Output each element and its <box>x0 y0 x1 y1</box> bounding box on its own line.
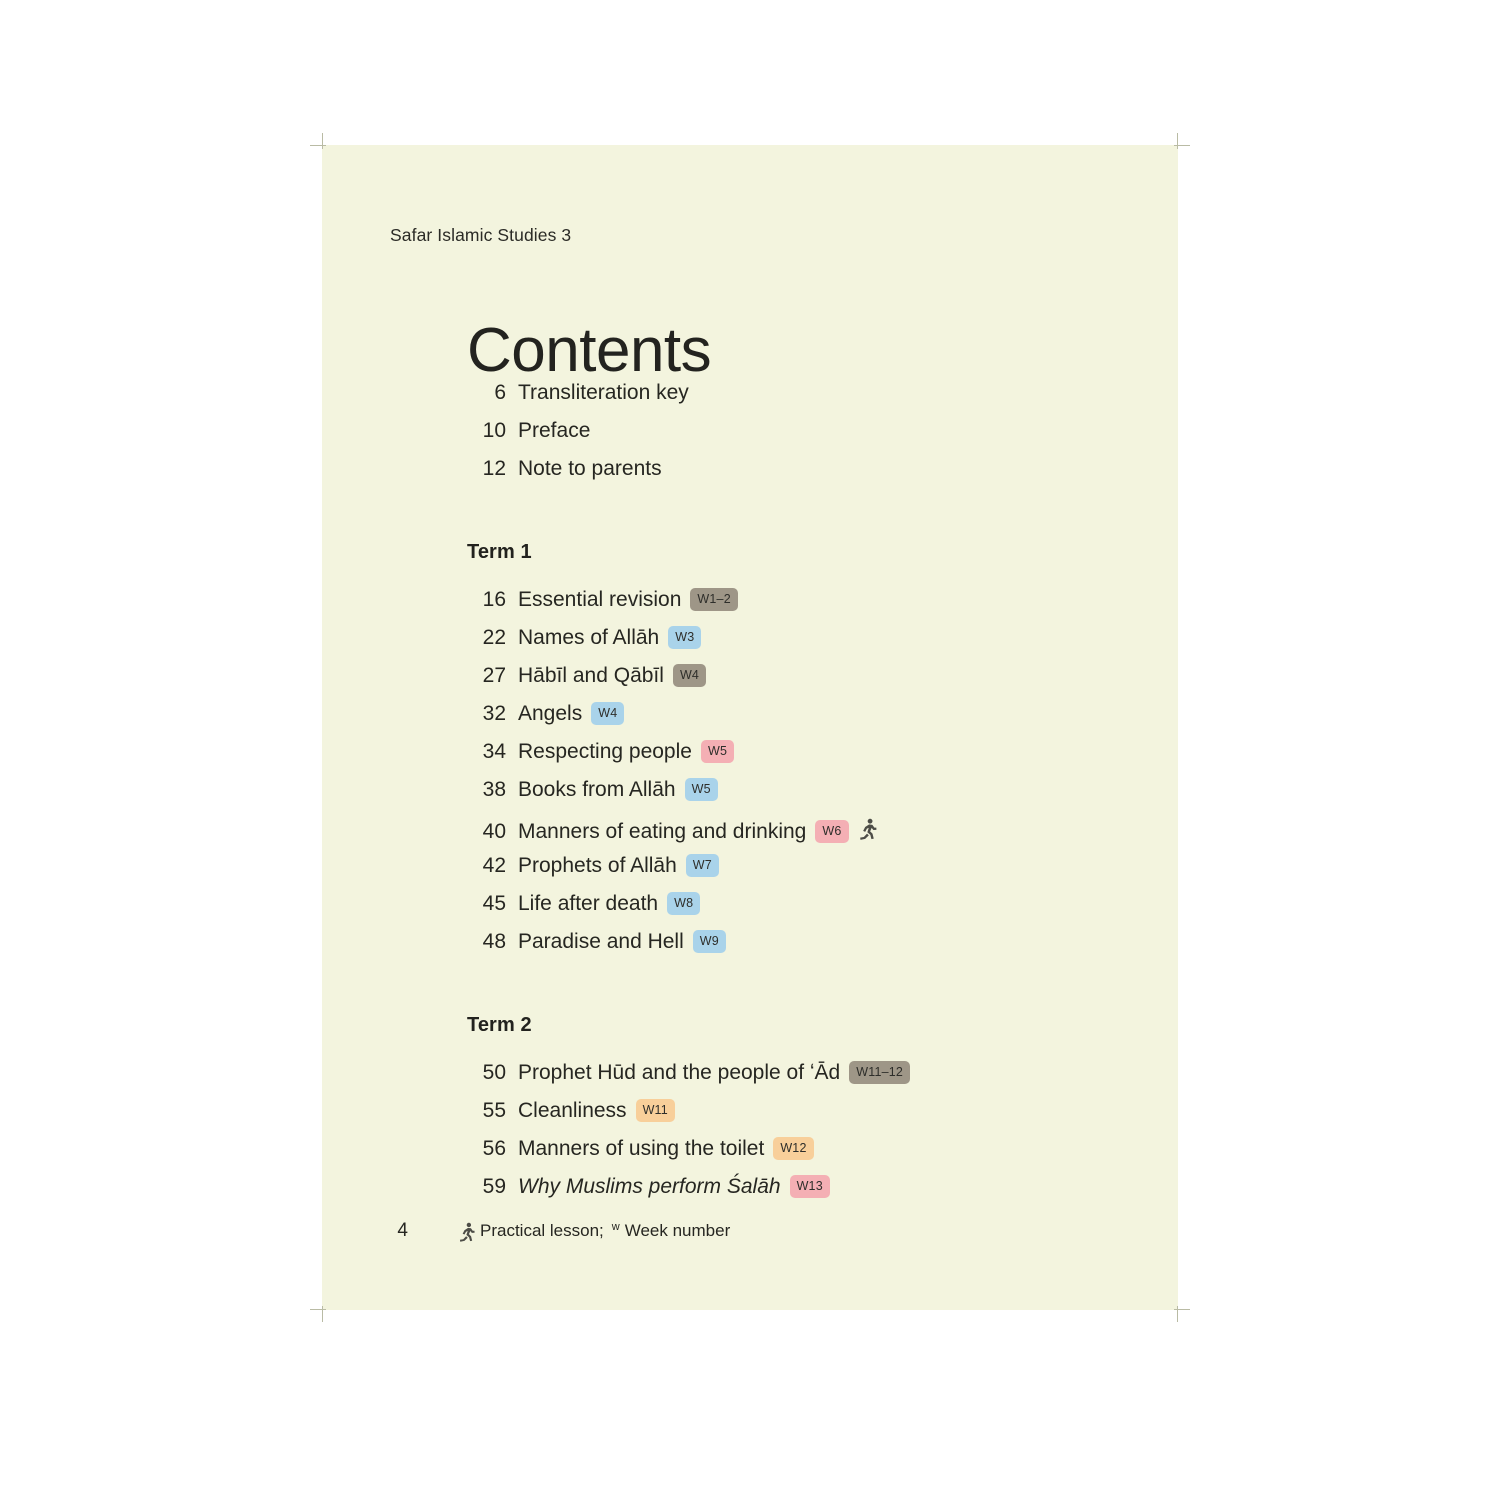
toc-page-number: 59 <box>482 1175 506 1198</box>
week-badge: W6 <box>815 820 848 843</box>
folio-page-number: 4 <box>397 1220 408 1241</box>
week-badge: W5 <box>701 740 734 763</box>
toc-entry-title: Cleanliness <box>518 1099 627 1122</box>
week-badge: W4 <box>591 702 624 725</box>
toc-entry[interactable] <box>322 626 1178 664</box>
toc-entry-label <box>518 1061 910 1087</box>
footer-legend <box>458 1220 730 1242</box>
legend-practical-text: Practical lesson; <box>480 1221 604 1240</box>
toc-page-number: 27 <box>482 664 506 687</box>
page-title: Contents <box>467 315 712 385</box>
week-badge: W11–12 <box>849 1061 910 1084</box>
toc-page-number: 12 <box>482 457 506 480</box>
toc-entry[interactable] <box>322 457 1178 495</box>
toc-entry-title: Names of Allāh <box>518 626 660 649</box>
legend-week-text: Week number <box>624 1221 731 1240</box>
toc-entry-title: Prophets of Allāh <box>518 854 677 877</box>
section-heading-term-2: Term 2 <box>467 1014 532 1036</box>
toc-entry-title: Transliteration key <box>518 381 689 404</box>
toc-entry-label <box>518 816 878 846</box>
toc-entry-title: Note to parents <box>518 457 662 480</box>
toc-entry[interactable] <box>322 1061 1178 1099</box>
toc-entry[interactable] <box>322 816 1178 854</box>
table-of-contents <box>322 381 1178 1213</box>
toc-entry-title: Angels <box>518 702 583 725</box>
week-badge: W5 <box>685 778 718 801</box>
toc-entry[interactable] <box>322 1099 1178 1137</box>
toc-entry-title: Life after death <box>518 892 659 915</box>
week-badge: W3 <box>668 626 701 649</box>
toc-entry-label <box>518 892 700 918</box>
toc-entry[interactable] <box>322 1137 1178 1175</box>
week-badge: W11 <box>636 1099 675 1122</box>
toc-entry-label <box>518 702 624 728</box>
toc-page-number: 6 <box>494 381 506 404</box>
toc-entry[interactable] <box>322 664 1178 702</box>
toc-entry[interactable] <box>322 778 1178 816</box>
toc-entry[interactable] <box>322 740 1178 778</box>
toc-page-number: 34 <box>482 740 506 763</box>
toc-entry-label <box>518 381 689 405</box>
week-badge: W7 <box>686 854 719 877</box>
toc-entry-label <box>518 778 718 804</box>
toc-entry-label <box>518 626 701 652</box>
page-footer <box>322 1220 1178 1242</box>
toc-entry-title: Preface <box>518 419 591 442</box>
running-person-icon <box>458 1222 478 1244</box>
toc-entry-label <box>518 1137 814 1163</box>
toc-entry-title: Prophet Hūd and the people of ʻĀd <box>518 1061 841 1084</box>
crop-mark-top-right <box>1160 133 1190 163</box>
week-badge: W1–2 <box>690 588 737 611</box>
toc-page-number: 38 <box>482 778 506 801</box>
toc-page-number: 50 <box>482 1061 506 1084</box>
toc-entry-label <box>518 1175 830 1201</box>
toc-entry[interactable] <box>322 854 1178 892</box>
toc-entry-label <box>518 930 726 956</box>
toc-page-number: 56 <box>482 1137 506 1160</box>
running-header: Safar Islamic Studies 3 <box>390 225 572 245</box>
toc-entry[interactable] <box>322 588 1178 626</box>
toc-entry-title: Hābīl and Qābīl <box>518 664 664 687</box>
toc-page-number: 45 <box>482 892 506 915</box>
toc-page-number: 10 <box>482 419 506 442</box>
week-badge: W8 <box>667 892 700 915</box>
week-badge: W4 <box>673 664 706 687</box>
toc-entry-title: Manners of eating and drinking <box>518 820 807 843</box>
toc-entry[interactable] <box>322 381 1178 419</box>
toc-page-number: 22 <box>482 626 506 649</box>
toc-entry-title: Paradise and Hell <box>518 930 684 953</box>
toc-entry-title: Manners of using the toilet <box>518 1137 765 1160</box>
toc-entry[interactable] <box>322 1175 1178 1213</box>
toc-entry[interactable] <box>322 930 1178 968</box>
toc-page-number: 55 <box>482 1099 506 1122</box>
toc-entry-label <box>518 419 590 443</box>
toc-entry-title: Books from Allāh <box>518 778 676 801</box>
toc-page-number: 42 <box>482 854 506 877</box>
crop-mark-bottom-left <box>310 1292 340 1322</box>
week-badge: W9 <box>693 930 726 953</box>
toc-page-number: 32 <box>482 702 506 725</box>
toc-page-number: 40 <box>482 820 506 843</box>
crop-mark-bottom-right <box>1160 1292 1190 1322</box>
legend-week-marker: w <box>611 1221 620 1233</box>
toc-entry-title: Essential revision <box>518 588 682 611</box>
toc-entry-title: Respecting people <box>518 740 692 763</box>
toc-entry-label <box>518 1099 675 1125</box>
toc-entry[interactable] <box>322 892 1178 930</box>
crop-mark-top-left <box>310 133 340 163</box>
toc-page-number: 16 <box>482 588 506 611</box>
toc-entry-title: Why Muslims perform Śalāh <box>518 1175 781 1198</box>
week-badge: W13 <box>790 1175 830 1198</box>
section-heading-term-1: Term 1 <box>467 541 532 563</box>
running-person-icon <box>858 818 878 840</box>
toc-entry-label <box>518 588 738 614</box>
toc-entry-label <box>518 740 734 766</box>
toc-page-number: 48 <box>482 930 506 953</box>
toc-entry-label <box>518 457 662 481</box>
toc-entry-label <box>518 854 719 880</box>
week-badge: W12 <box>773 1137 813 1160</box>
toc-entry-label <box>518 664 706 690</box>
book-page <box>322 145 1178 1310</box>
toc-entry[interactable] <box>322 702 1178 740</box>
toc-entry[interactable] <box>322 419 1178 457</box>
